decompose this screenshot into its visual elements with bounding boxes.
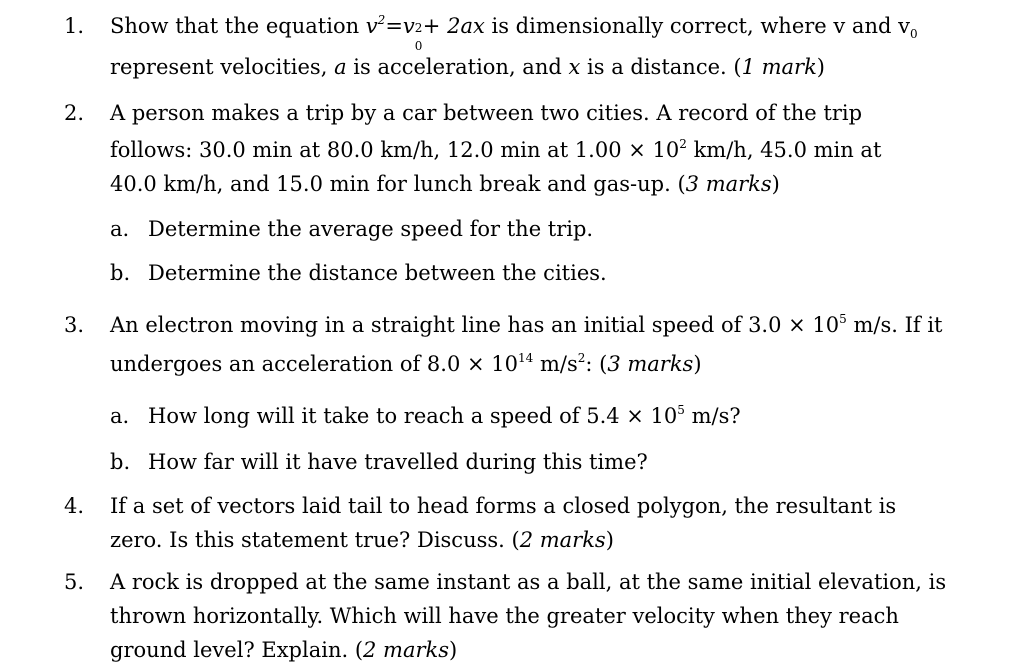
part-text: Determine the distance between the cities. — [148, 261, 607, 285]
marks-label: 3 marks — [685, 172, 772, 196]
question-line: Show that the equation $v^2=v$ 2 0 + 2ax is dimensionally correct, where v and $v_0$ — [110, 13, 918, 53]
question-line: undergoes an acceleration of $8.0 \times 10^{14}$ $m/s^2$: (3 marks) — [110, 351, 702, 376]
part-letter: b. — [110, 261, 131, 285]
question-number: 1. — [64, 14, 85, 38]
question-line: If a set of vectors laid tail to head forms a closed polygon, the resultant is — [110, 494, 897, 518]
question-line: A rock is dropped at the same instant as a ball, at the same initial elevation, is — [110, 570, 947, 594]
question-number: 2. — [64, 101, 85, 125]
part-text: How far will it have travelled during this time? — [148, 450, 648, 474]
question-number: 5. — [64, 570, 85, 594]
part-letter: a. — [110, 404, 130, 428]
part-letter: b. — [110, 450, 131, 474]
marks-label: 1 mark — [741, 55, 817, 79]
question-line: A person makes a trip by a car between two cities. A record of the trip — [110, 101, 863, 125]
kinematics-equation: $v^2=v$ 2 0 + 2ax — [365, 13, 485, 53]
question-line: 40.0 km/h, and 15.0 min for lunch break and gas-up. (3 marks) — [110, 172, 780, 196]
question-line: thrown horizontally. Which will have the greater velocity when they reach — [110, 604, 899, 628]
part-text: Determine the average speed for the trip. — [148, 217, 594, 241]
question-line: An electron moving in a straight line has an initial speed of $3.0 \times 10^5$ m/s. If it — [110, 312, 943, 337]
marks-label: 2 marks — [519, 528, 606, 552]
question-line: zero. Is this statement true? Discuss. (2 marks) — [110, 528, 614, 552]
marks-label: 3 marks — [607, 352, 694, 376]
question-line: ground level? Explain. (2 marks) — [110, 638, 458, 662]
part-letter: a. — [110, 217, 130, 241]
marks-label: 2 marks — [363, 638, 450, 662]
question-number: 4. — [64, 494, 85, 518]
part-text: How long will it take to reach a speed of $5.4 \times 10^5$ m/s? — [148, 403, 741, 428]
question-number: 3. — [64, 313, 85, 337]
question-line: represent velocities, a is acceleration, and x is a distance. (1 mark) — [110, 55, 825, 79]
question-line: follows: 30.0 min at 80.0 km/h, 12.0 min at $1.00 \times 10^2$ km/h, 45.0 min at — [110, 137, 882, 162]
